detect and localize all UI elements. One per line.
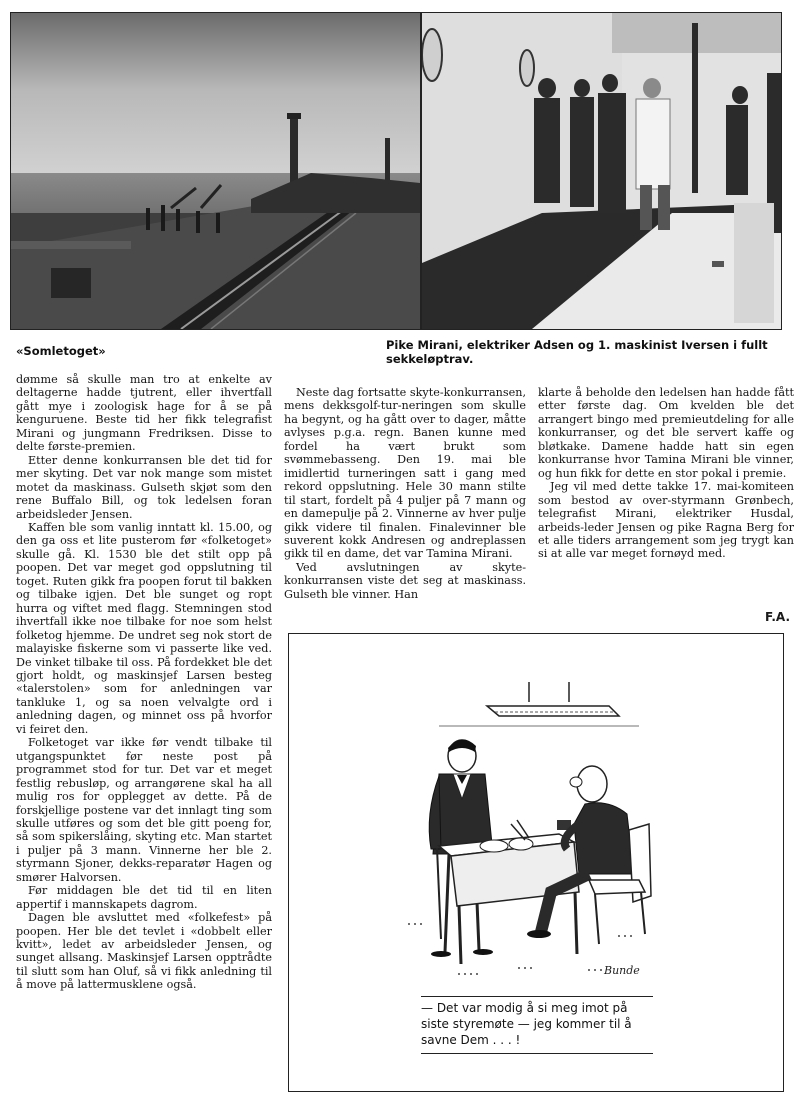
cartoonist-signature: Bunde <box>604 964 640 977</box>
cartoon-panel <box>288 633 784 1092</box>
photo-sekkelop <box>421 12 782 330</box>
cartoon-caption: — Det var modig å si meg imot på siste styremøte — jeg kommer til å savne Dem . . . ! <box>421 996 653 1054</box>
paragraph: Før middagen ble det tid til en liten appertif i mannskapets dagrom. <box>16 884 272 911</box>
article-column-2 <box>284 386 526 601</box>
paragraph: klarte å beholde den ledelsen han hadde fått etter første dag. Om kvelden ble det arrangert bingo med premieutdeling for alle konkurranser, og det ble servert kaffe og bløtkake. Damene hadde hatt sin egen konkurranse hvor Tamina Mirani ble vinner, og hun fikk for dette en stor pokal i premie. <box>538 386 794 480</box>
author-signature: F.A. <box>764 610 790 624</box>
photo-caption-right: Pike Mirani, elektriker Adsen og 1. maskinist Iversen i fullt sekkeløptrav. <box>386 338 768 366</box>
paragraph: Neste dag fortsatte skyte-konkurransen, mens dekksgolf-tur-neringen som skulle ha begynt, og ha gått over to dager, måtte avlyses p.g.a. regn. Banen kunne med fordel ha vært brukt som svømmebasseng. Den 19. mai ble imidlertid turneringen satt i gang med rekord oppslutning. Hele 30 mann stilte til start, fordelt på 4 puljer på 7 mann og en damepulje på 2. Vinnerne av hver pulje gikk videre til finalen. Finalevinner ble suverent kokk Andresen og andreplassen gikk til en dame, det var Tamina Mirani. <box>284 386 526 561</box>
paragraph: Dagen ble avsluttet med «folkefest» på poopen. Her ble det tevlet i «dobbelt eller kvitt», ledet av arbeidsleder Jensen, og sunget allsang. Maskinsjef Larsen opptrådte til slutt som han Oluf, så vi fikk anledning til å move på lattermusklene også. <box>16 911 272 992</box>
paragraph: Etter denne konkurransen ble det tid for mer skyting. Det var nok mange som mistet motet da maskinass. Gulseth skjøt som den rene Buffalo Bill, og tok ledelsen foran arbeidsleder Jensen. <box>16 453 272 521</box>
paragraph: dømme så skulle man tro at enkelte av deltagerne hadde tjutrent, eller ihvertfall gått mye i zoologisk hage for å se på kenguruene. Beste tid her fikk telegrafist Mirani og jungmann Fredriksen. Disse to delte første-premien. <box>16 373 272 454</box>
paragraph: Ved avslutningen av skyte-konkurransen viste det seg at maskinass. Gulseth ble vinner. Han <box>284 560 526 601</box>
article-column-3 <box>538 386 794 561</box>
photo-somletoget <box>10 12 421 330</box>
article-column-1 <box>16 373 272 992</box>
paragraph: Folketoget var ikke før vendt tilbake til utgangspunktet før neste post på programmet stod for tur. Det var et meget festlig rebusløp, og arrangørene skal ha all mulig ros for opplegget av dette. På de forskjellige postene var det innlagt ting som skulle utføres og som det ble gitt poeng for, så som spikerslåing, skyting etc. Man startet i puljer på 3 mann. Vinnerne her ble 2. styrmann Sjoner, dekks-reparatør Hagen og smører Halvorsen. <box>16 736 272 884</box>
paragraph: Jeg vil med dette takke 17. mai-komiteen som bestod av over-styrmann Grønbech, telegrafist Mirani, elektriker Husdal, arbeids-leder Jensen og pike Ragna Berg for et alle tiders arrangement som jeg trygt kan si at alle var meget fornøyd med. <box>538 480 794 561</box>
photo-caption-left: «Somletoget» <box>16 344 106 358</box>
paragraph: Kaffen ble som vanlig inntatt kl. 15.00, og den ga oss et lite pusterom før «folketoget» skulle gå. Kl. 1530 ble det stilt opp på poopen. Det var meget god oppslutning til toget. Ruten gikk fra poopen forut til bakken og tilbake igjen. Det ble sunget og ropt hurra og viftet med flagg. Stemningen stod ihvertfall ikke noe tilbake for noe som helst folketog hjemme. De undret seg nok stort de malayiske fiskerne som vi passerte like ved. De vinket tilbake til oss. På fordekket ble det gjort holdt, og maskinsjef Larsen besteg «talerstolen» som for anledningen var tankluke 1, og sa noen velvalgte ord i anledning dagen, og minnet oss på hvorfor vi feiret den. <box>16 520 272 736</box>
